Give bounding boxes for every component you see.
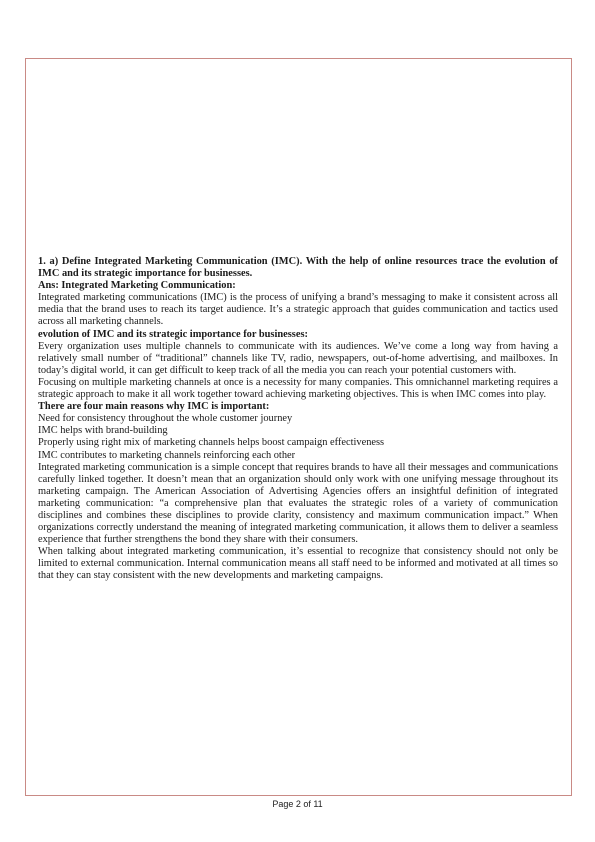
body-paragraph: Integrated marketing communication is a simple concept that requires brands to have all their messages and communications carefully linked together. It doesn’t mean that an organization should only work with one unifying message throughout its marketing campaign. The American Association of Advertising Agencies offers an insightful definition of integrated marketing communication: “a comprehensive plan that evaluates the strategic roles of a variety of communication disciplines and combines these disciplines to provide clarity, consistency and maximum communication impact.” When organizations correctly understand the meaning of integrated marketing communication, it allows them to deliver a seamless experience that further strengthens the bond they share with their consumers. <box>38 461 558 546</box>
document-body <box>38 256 558 583</box>
reason-item: IMC contributes to marketing channels reinforcing each other <box>38 449 296 461</box>
reason-item: Need for consistency throughout the whole customer journey <box>38 413 293 425</box>
body-paragraph: When talking about integrated marketing communication, it’s essential to recognize that consistency should not only be limited to external communication. Internal communication means all staff need to be informed and motivated at all times so that they can stay consistent with the new developments and marketing campaigns. <box>38 546 558 582</box>
answer-heading: Ans: Integrated Marketing Communication: <box>38 280 236 292</box>
question-heading: 1. a) Define Integrated Marketing Communication (IMC). With the help of online resources trace the evolution of IMC and its strategic importance for businesses. <box>38 256 558 280</box>
definition-paragraph: Integrated marketing communications (IMC) is the process of unifying a brand’s messaging to make it consistent across all media that the brand uses to reach its target audience. It’s a strategic approach that guides communication and tactics used across all marketing channels. <box>38 292 558 328</box>
reason-item: IMC helps with brand-building <box>38 425 168 437</box>
evolution-paragraph: Every organization uses multiple channels to communicate with its audiences. We’ve come a long way from having a relatively small number of “traditional” channels like TV, radio, newspapers, out-of-home advertising, and mailboxes. In today’s digital world, it can get difficult to keep track of all the media you can reach your potential customers with. <box>38 340 558 376</box>
reasons-heading: There are four main reasons why IMC is important: <box>38 401 270 413</box>
reason-item: Properly using right mix of marketing channels helps boost campaign effectiveness <box>38 437 385 449</box>
evolution-heading: evolution of IMC and its strategic importance for businesses: <box>38 328 308 340</box>
page-number: Page 2 of 11 <box>272 799 323 809</box>
evolution-paragraph: Focusing on multiple marketing channels at once is a necessity for many companies. This omnichannel marketing requires a strategic approach to make it all work together toward achieving marketing objectives. This is when IMC comes into play. <box>38 376 558 401</box>
